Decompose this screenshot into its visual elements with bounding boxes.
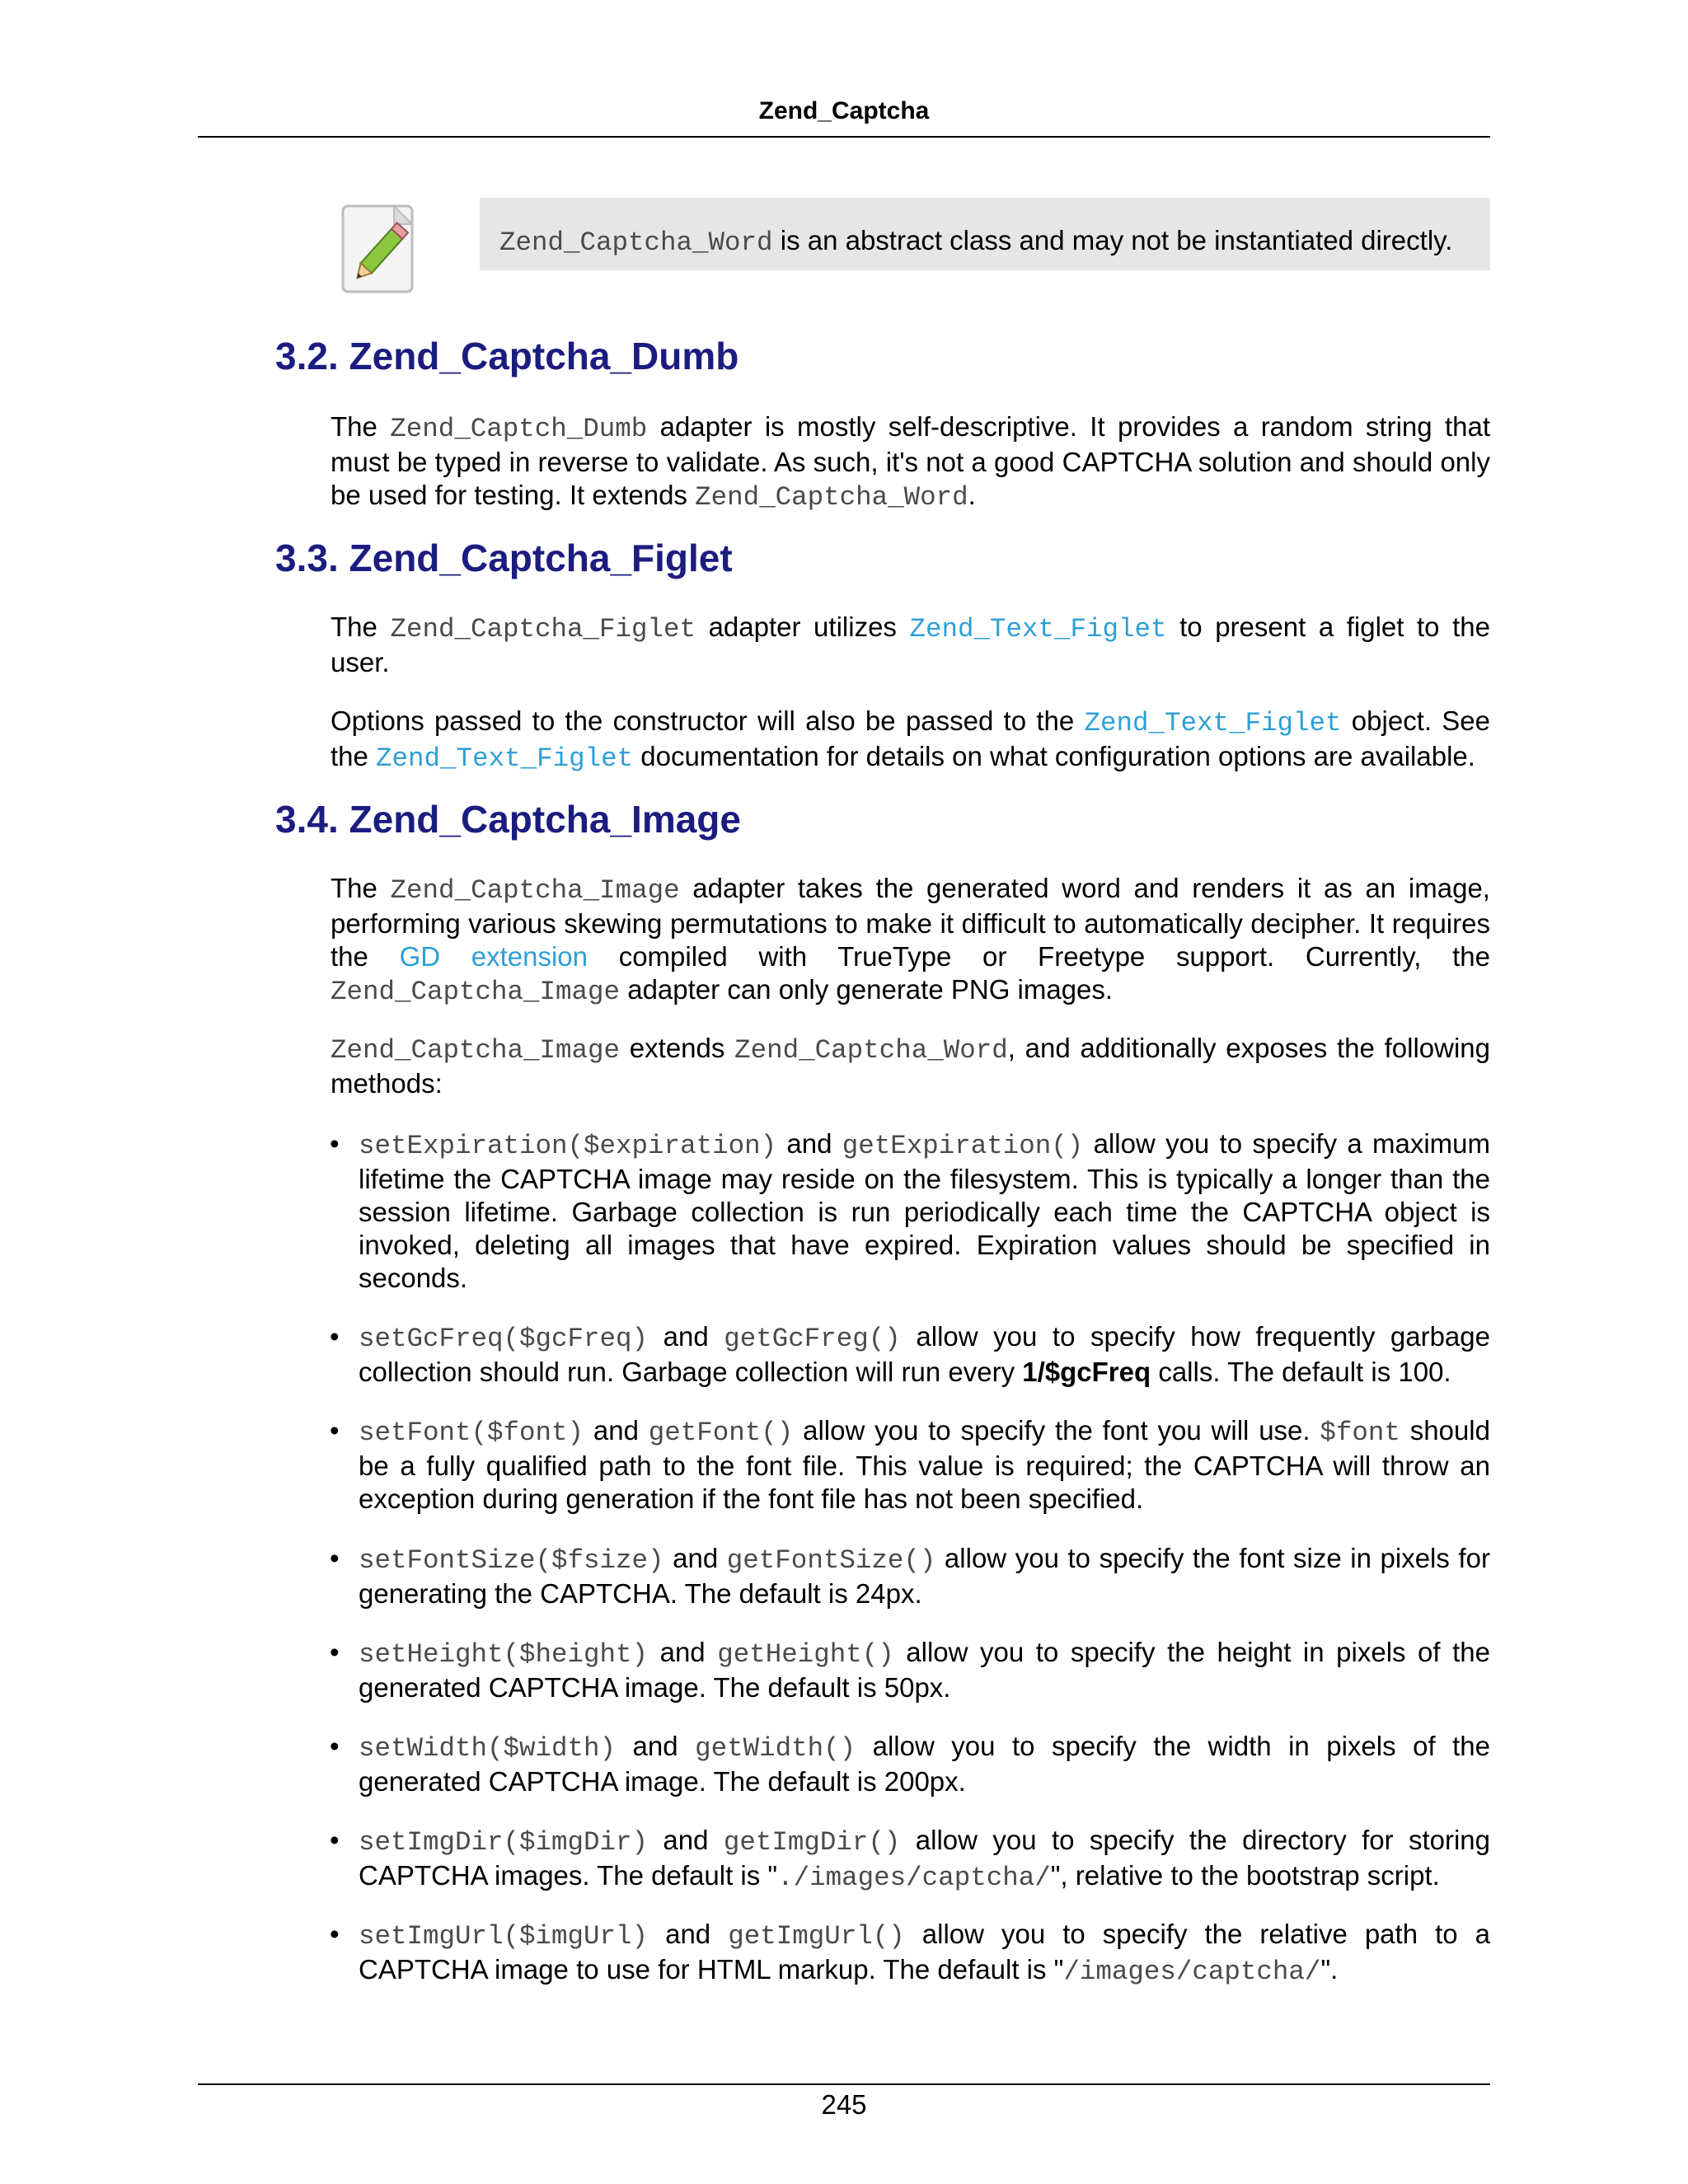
image-paragraph-2: Zend_Captcha_Image extends Zend_Captcha_Word, and additionally exposes the following methods: <box>331 1033 1490 1099</box>
bullet-fontsize: setFontSize($fsize) and getFontSize() allow you to specify the font size in pixels for generating the CAPTCHA. The default is 24px. <box>359 1543 1490 1609</box>
bullet-font: setFont($font) and getFont() allow you to specify the font you will use. $font should be a fully qualified path to the font file. This value is required; the CAPTCHA will throw an exception during generation if the font file has not been specified. <box>359 1415 1490 1514</box>
bullet-width: setWidth($width) and getWidth() allow you to specify the width in pixels of the generated CAPTCHA image. The default is 200px. <box>359 1731 1490 1797</box>
gd-extension-link[interactable]: GD extension <box>399 941 588 972</box>
dumb-paragraph: The Zend_Captch_Dumb adapter is mostly self-descriptive. It provides a random string that must be typed in reverse to validate. As such, it's not a good CAPTCHA solution and should only be used for testing. It extends Zend_Captcha_Word. <box>331 411 1490 513</box>
footer-rule <box>198 2083 1490 2085</box>
page-number: 245 <box>821 2089 867 2120</box>
bullet-marker: • <box>330 1543 340 1573</box>
bullet-height: setHeight($height) and getHeight() allow you to specify the height in pixels of the generated CAPTCHA image. The default is 50px. <box>359 1637 1490 1703</box>
section-heading-dumb: 3.2. Zend_Captcha_Dumb <box>275 335 739 377</box>
bullet-marker: • <box>330 1637 340 1667</box>
bullet-marker: • <box>330 1321 340 1352</box>
figlet-paragraph-2: Options passed to the constructor will also be passed to the Zend_Text_Figlet object. See the Zend_Text_Figlet documentation for details on what configuration options are available. <box>331 705 1491 774</box>
page-header-title: Zend_Captcha <box>758 97 930 124</box>
note-box <box>480 198 1490 270</box>
bullet-marker: • <box>330 1415 340 1446</box>
image-paragraph-1: The Zend_Captcha_Image adapter takes the generated word and renders it as an image, performing various skewing permutations to make it difficult to automatically decipher. It requires the GD extension compiled with TrueType or Freetype support. Currently, the Zend_Captcha_Image adapter can only generate PNG images. <box>331 873 1491 1007</box>
header-rule <box>198 136 1490 138</box>
bullet-imgurl: setImgUrl($imgUrl) and getImgUrl() allow you to specify the relative path to a CAPTCHA image to use for HTML markup. The default is "/images/captcha/". <box>359 1919 1490 1987</box>
bullet-imgdir: setImgDir($imgDir) and getImgDir() allow you to specify the directory for storing CAPTCHA images. The default is "./images/captcha/", relative to the bootstrap script. <box>359 1825 1490 1893</box>
note-pencil-icon <box>336 201 427 300</box>
bullet-marker: • <box>330 1919 340 1949</box>
zend-text-figlet-link[interactable]: Zend_Text_Figlet <box>909 614 1167 644</box>
bullet-marker: • <box>330 1731 340 1761</box>
zend-text-figlet-link[interactable]: Zend_Text_Figlet <box>376 743 634 774</box>
figlet-paragraph-1: The Zend_Captcha_Figlet adapter utilizes Zend_Text_Figlet to present a figlet to the user. <box>331 612 1490 677</box>
bullet-marker: • <box>330 1825 340 1855</box>
bullet-expiration: setExpiration($expiration) and getExpiration() allow you to specify a maximum lifetime the CAPTCHA image may reside on the filesystem. This is typically a longer than the session lifetime. Garbage collection is run periodically each time the CAPTCHA object is invoked, deleting all images that have expired. Expiration values should be specified in seconds. <box>359 1128 1490 1293</box>
note-code: Zend_Captcha_Word <box>499 227 773 258</box>
zend-text-figlet-link[interactable]: Zend_Text_Figlet <box>1084 708 1342 738</box>
section-heading-figlet: 3.3. Zend_Captcha_Figlet <box>275 537 733 579</box>
bullet-gcfreq: setGcFreq($gcFreq) and getGcFreg() allow you to specify how frequently garbage collection should run. Garbage collection will run every 1/$gcFreq calls. The default is 100. <box>359 1321 1490 1387</box>
section-heading-image: 3.4. Zend_Captcha_Image <box>275 798 741 841</box>
bullet-marker: • <box>330 1128 340 1159</box>
note-text: is an abstract class and may not be instantiated directly. <box>772 225 1453 255</box>
